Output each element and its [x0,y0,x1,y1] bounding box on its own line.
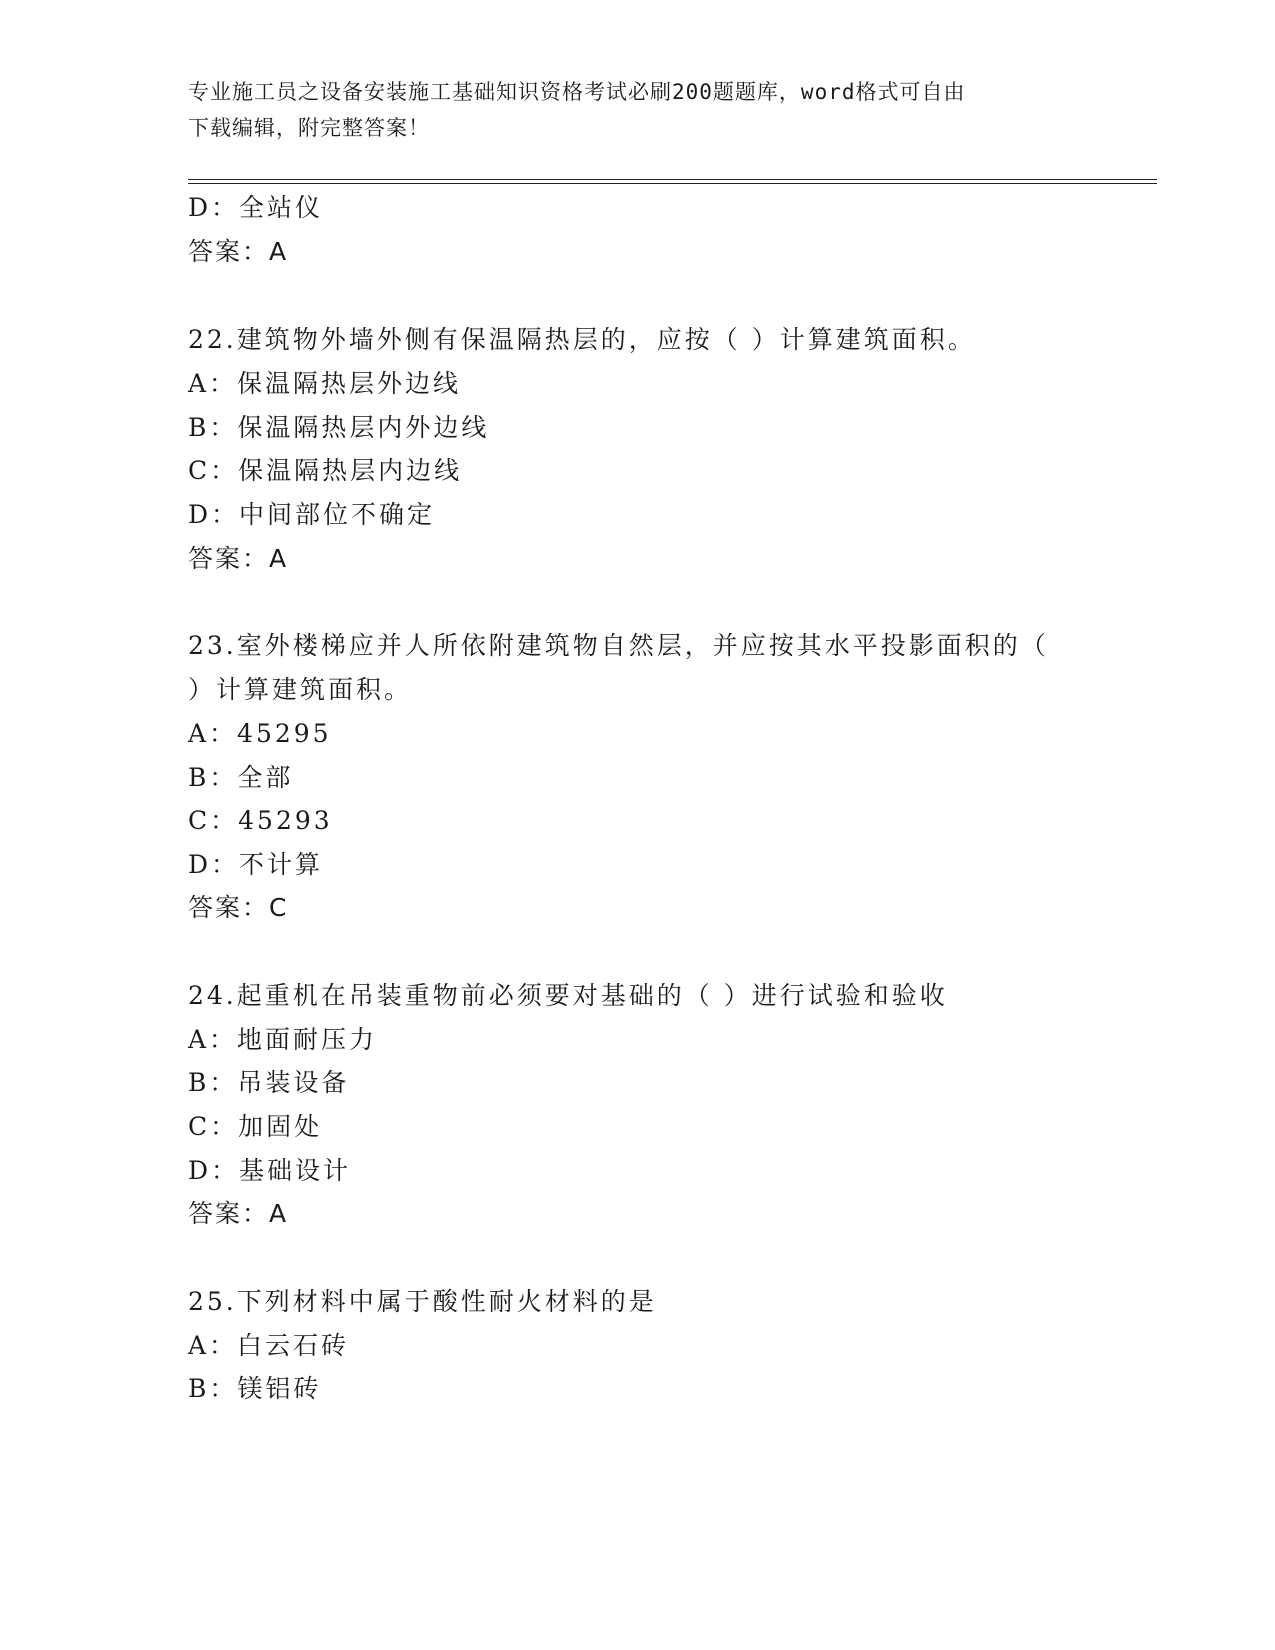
document-header [188,74,1088,146]
question-25-option-a: A：白云石砖 [188,1331,350,1360]
question-24-option-a: A：地面耐压力 [188,1025,378,1054]
question-23-option-c: C：45293 [188,806,333,835]
header-divider-top [188,179,1157,180]
question-23-stem-line-1: 23.室外楼梯应并人所依附建筑物自然层，并应按其水平投影面积的（ [188,631,1049,660]
question-22-option-b: B：保温隔热层内外边线 [188,413,490,442]
question-24-option-c: C：加固处 [188,1112,323,1141]
question-23-option-b: B：全部 [188,763,294,792]
question-22-option-a: A：保温隔热层外边线 [188,369,462,398]
question-22-option-c: C：保温隔热层内边线 [188,456,463,485]
header-title-line-2: 下载编辑，附完整答案！ [188,116,430,140]
header-title-line-1: 专业施工员之设备安装施工基础知识资格考试必刷200题题库，word格式可自由 [188,80,966,104]
header-divider-bottom [188,183,1157,184]
question-25-option-b: B：镁铝砖 [188,1374,322,1403]
question-23-option-d: D：不计算 [188,850,324,879]
question-24-option-d: D：基础设计 [188,1156,352,1185]
question-24-stem: 24.起重机在吊装重物前必须要对基础的（ ）进行试验和验收 [188,981,948,1010]
question-22-option-d: D：中间部位不确定 [188,500,436,529]
question-22-stem: 22.建筑物外墙外侧有保温隔热层的，应按（ ）计算建筑面积。 [188,325,976,354]
question-24-answer: 答案：A [188,1199,289,1228]
question-23-option-a: A：45295 [188,719,332,748]
question-25-stem: 25.下列材料中属于酸性耐火材料的是 [188,1287,657,1316]
question-23-stem-line-2: ）计算建筑面积。 [188,675,413,704]
prev-question-option-d: D：全站仪 [188,193,324,222]
prev-question-answer: 答案：A [188,237,289,266]
question-23-answer: 答案：C [188,893,289,922]
question-22-answer: 答案：A [188,544,289,573]
question-24-option-b: B：吊装设备 [188,1068,350,1097]
